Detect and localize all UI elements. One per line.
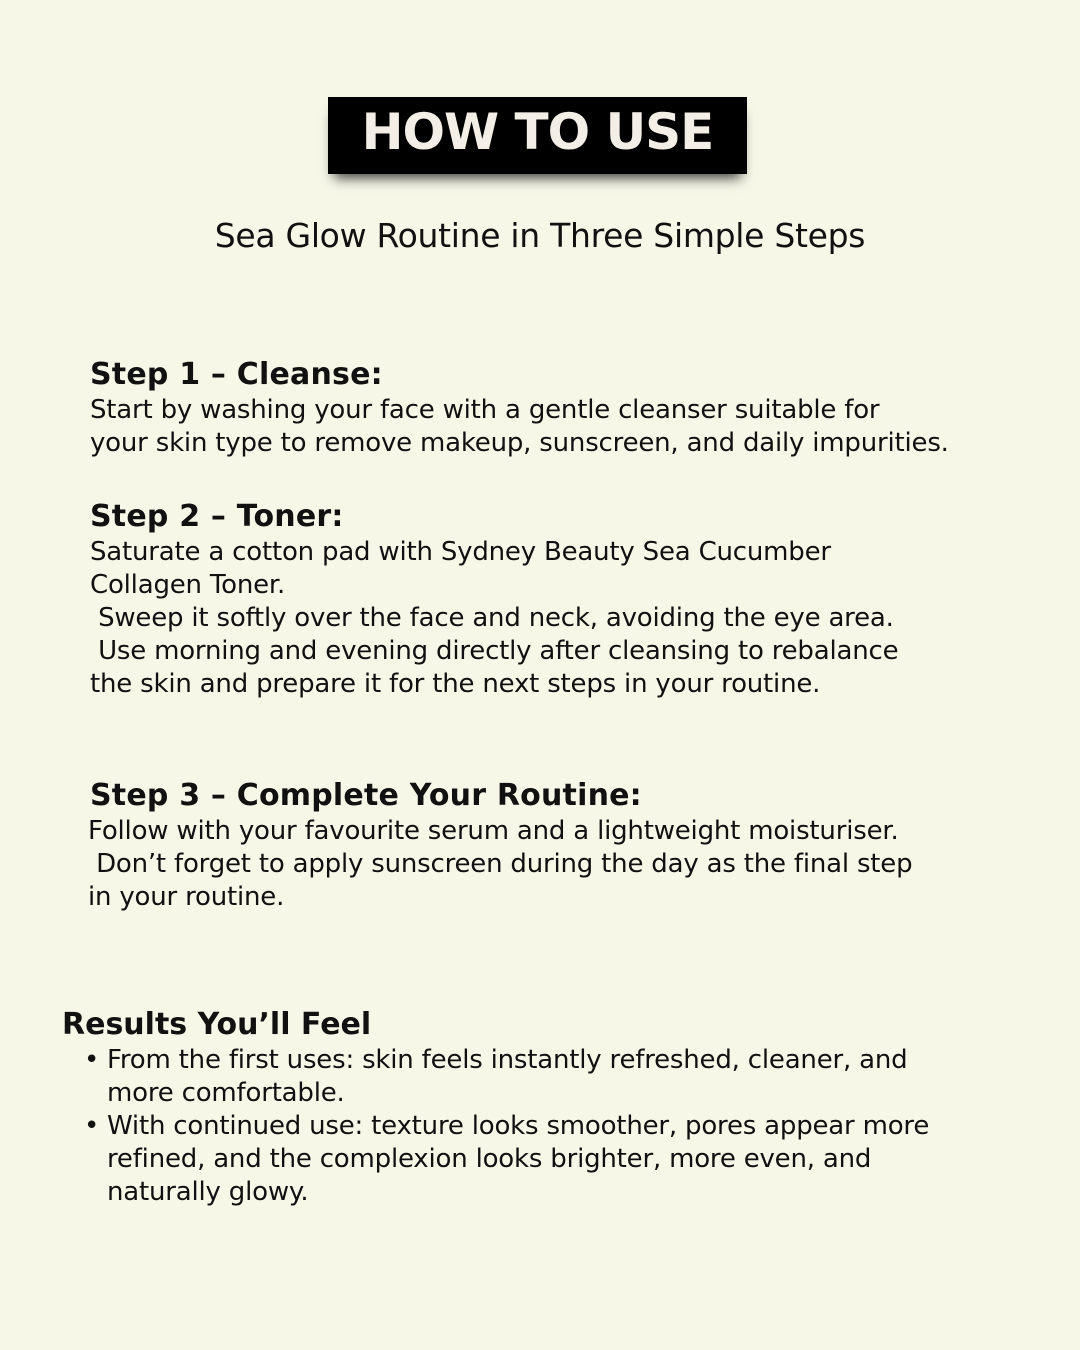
- results-line: more comfortable.: [107, 1078, 345, 1108]
- step-1-line: Start by washing your face with a gentle cleanser suitable for: [90, 395, 880, 425]
- page-subtitle: Sea Glow Routine in Three Simple Steps: [214, 216, 866, 255]
- step-3-line: Don’t forget to apply sunscreen during the day as the final step: [88, 849, 913, 879]
- bullet-icon: •: [84, 1045, 100, 1075]
- step-2-line: Collagen Toner.: [90, 570, 286, 600]
- step-1-heading: Step 1 – Cleanse:: [90, 357, 383, 392]
- step-1-text: [90, 394, 1020, 460]
- results-heading: Results You’ll Feel: [62, 1007, 372, 1042]
- step-3-line: Follow with your favourite serum and a lightweight moisturiser.: [88, 816, 899, 846]
- step-2-heading: Step 2 – Toner:: [90, 499, 344, 534]
- list-item: [62, 1110, 1022, 1209]
- step-3-line: in your routine.: [88, 882, 285, 912]
- results-line: With continued use: texture looks smoother, pores appear more: [107, 1111, 930, 1141]
- results-section: [62, 1006, 1022, 1209]
- step-2-line: Use morning and evening directly after cleansing to rebalance: [90, 636, 899, 666]
- step-3-section: [90, 777, 1020, 914]
- page-title: HOW TO USE: [361, 102, 714, 161]
- bullet-icon: •: [84, 1111, 100, 1141]
- results-list: [62, 1044, 1022, 1209]
- step-1-section: [90, 356, 1020, 460]
- step-2-section: [90, 498, 1020, 701]
- results-line: naturally glowy.: [107, 1177, 309, 1207]
- results-line: From the first uses: skin feels instantly refreshed, cleaner, and: [107, 1045, 908, 1075]
- step-3-text: [88, 815, 1020, 914]
- step-2-line: Sweep it softly over the face and neck, avoiding the eye area.: [90, 603, 894, 633]
- step-2-text: [90, 536, 1020, 701]
- step-3-heading: Step 3 – Complete Your Routine:: [90, 778, 642, 813]
- list-item: [62, 1044, 1022, 1110]
- step-1-line: your skin type to remove makeup, sunscreen, and daily impurities.: [90, 428, 949, 458]
- results-line: refined, and the complexion looks brighter, more even, and: [107, 1144, 872, 1174]
- title-banner: [328, 97, 747, 174]
- step-2-line: the skin and prepare it for the next steps in your routine.: [90, 669, 821, 699]
- step-2-line: Saturate a cotton pad with Sydney Beauty Sea Cucumber: [90, 537, 831, 567]
